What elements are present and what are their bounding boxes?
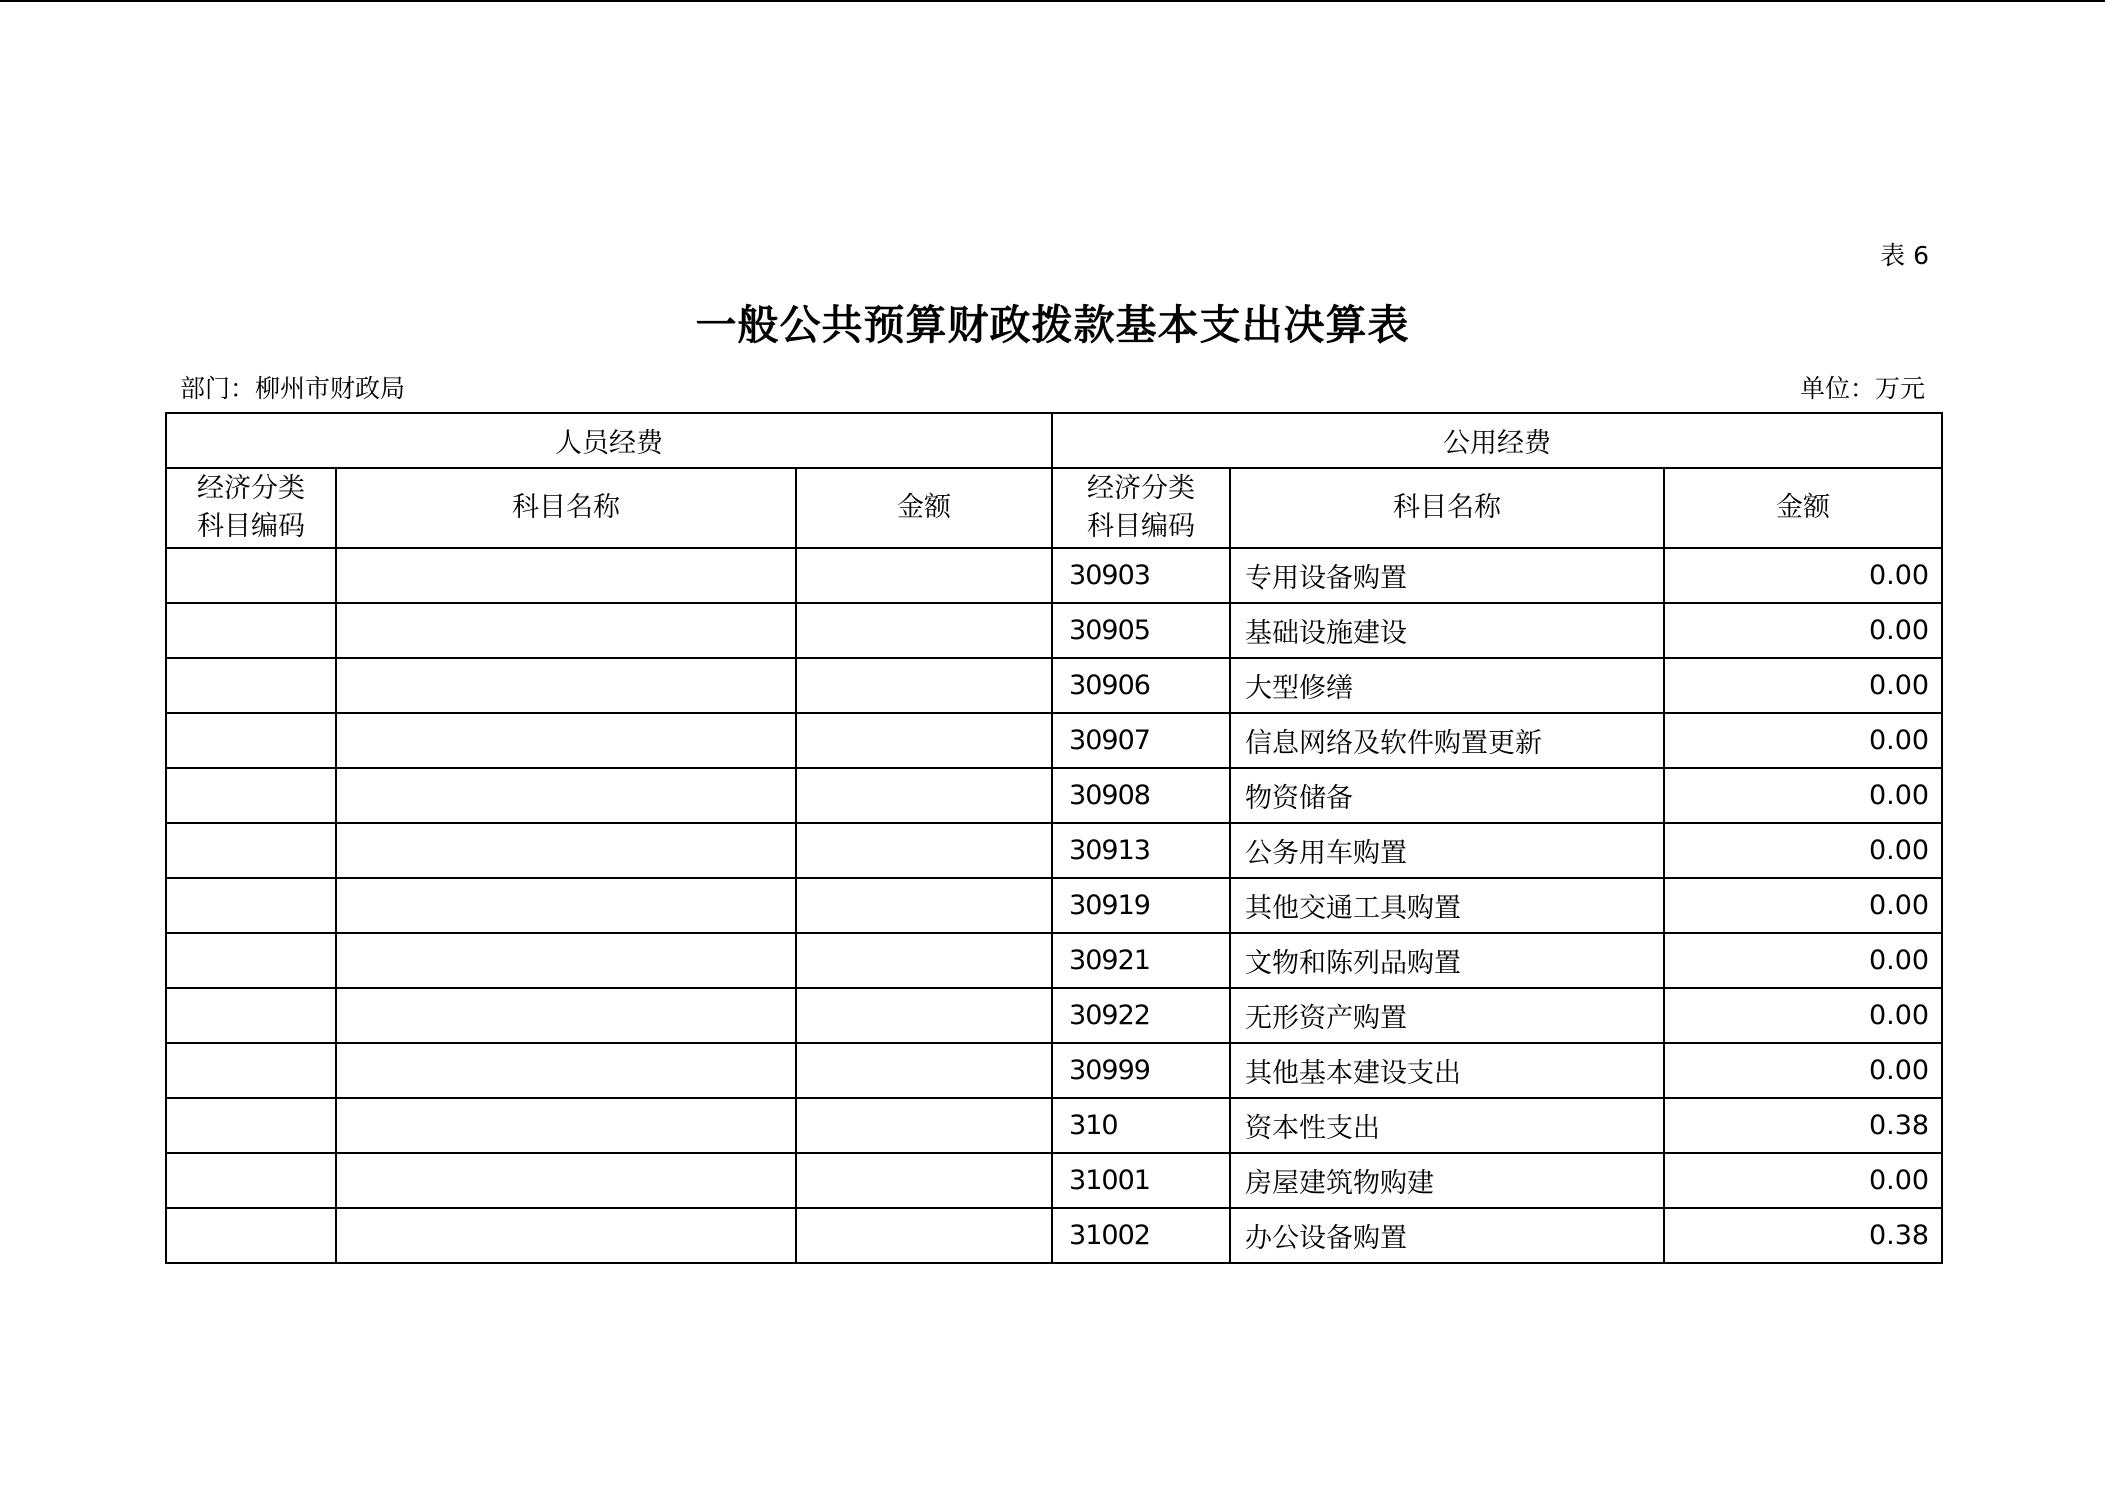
- public-amount-cell: 0.00: [1664, 988, 1942, 1043]
- table-row: [166, 1208, 1942, 1263]
- personnel-name-cell: [336, 1153, 796, 1208]
- personnel-code-cell: [166, 1208, 336, 1263]
- personnel-name-cell: [336, 1208, 796, 1263]
- table-row: [166, 1098, 1942, 1153]
- public-name-cell: 资本性支出: [1230, 1098, 1664, 1153]
- expenditure-table: [165, 412, 1943, 1264]
- personnel-amount-cell: [796, 933, 1052, 988]
- personnel-name-cell: [336, 713, 796, 768]
- public-name-cell: 办公设备购置: [1230, 1208, 1664, 1263]
- public-code-cell: 31001: [1052, 1153, 1230, 1208]
- personnel-amount-cell: [796, 768, 1052, 823]
- personnel-code-cell: [166, 603, 336, 658]
- table-row: [166, 548, 1942, 603]
- personnel-code-cell: [166, 658, 336, 713]
- public-amount-cell: 0.00: [1664, 1043, 1942, 1098]
- personnel-name-cell: [336, 548, 796, 603]
- code-header-line1: 经济分类: [197, 473, 305, 504]
- column-header-personnel-amount: 金额: [796, 468, 1052, 548]
- public-amount-cell: 0.00: [1664, 713, 1942, 768]
- table-row: [166, 823, 1942, 878]
- table-row: [166, 603, 1942, 658]
- public-amount-cell: 0.00: [1664, 658, 1942, 713]
- public-code-cell: 30906: [1052, 658, 1230, 713]
- public-code-cell: 310: [1052, 1098, 1230, 1153]
- top-border-line: [0, 0, 2105, 2]
- public-amount-cell: 0.00: [1664, 823, 1942, 878]
- public-name-cell: 基础设施建设: [1230, 603, 1664, 658]
- personnel-amount-cell: [796, 1043, 1052, 1098]
- code-header-line1: 经济分类: [1087, 473, 1196, 504]
- public-code-cell: 30999: [1052, 1043, 1230, 1098]
- column-header-public-amount: 金额: [1664, 468, 1942, 548]
- table-row: [166, 768, 1942, 823]
- public-name-cell: 物资储备: [1230, 768, 1664, 823]
- public-amount-cell: 0.00: [1664, 878, 1942, 933]
- public-code-cell: 30903: [1052, 548, 1230, 603]
- personnel-amount-cell: [796, 548, 1052, 603]
- unit-label: 单位：万元: [1799, 374, 1925, 403]
- public-name-cell: 大型修缮: [1230, 658, 1664, 713]
- public-amount-cell: 0.00: [1664, 768, 1942, 823]
- public-name-cell: 文物和陈列品购置: [1230, 933, 1664, 988]
- table-row: [166, 658, 1942, 713]
- column-header-personnel-code: [166, 468, 336, 548]
- column-header-public-code: [1052, 468, 1230, 548]
- public-code-cell: 30905: [1052, 603, 1230, 658]
- table-body: [166, 548, 1942, 1263]
- personnel-amount-cell: [796, 658, 1052, 713]
- department-label: 部门：柳州市财政局: [180, 374, 406, 403]
- public-amount-cell: 0.00: [1664, 603, 1942, 658]
- personnel-amount-cell: [796, 1098, 1052, 1153]
- code-header-line2: 科目编码: [1087, 511, 1196, 542]
- personnel-name-cell: [336, 878, 796, 933]
- public-amount-cell: 0.38: [1664, 1208, 1942, 1263]
- public-code-cell: 30908: [1052, 768, 1230, 823]
- public-code-cell: 30907: [1052, 713, 1230, 768]
- code-header-line2: 科目编码: [197, 511, 305, 542]
- public-amount-cell: 0.00: [1664, 548, 1942, 603]
- personnel-name-cell: [336, 1043, 796, 1098]
- personnel-code-cell: [166, 548, 336, 603]
- personnel-amount-cell: [796, 878, 1052, 933]
- public-name-cell: 房屋建筑物购建: [1230, 1153, 1664, 1208]
- personnel-name-cell: [336, 768, 796, 823]
- personnel-name-cell: [336, 603, 796, 658]
- public-name-cell: 其他交通工具购置: [1230, 878, 1664, 933]
- personnel-amount-cell: [796, 713, 1052, 768]
- personnel-code-cell: [166, 988, 336, 1043]
- table-row: [166, 713, 1942, 768]
- table-row: [166, 988, 1942, 1043]
- public-amount-cell: 0.38: [1664, 1098, 1942, 1153]
- public-code-cell: 30921: [1052, 933, 1230, 988]
- page-title: 一般公共预算财政拨款基本支出决算表: [695, 301, 1410, 349]
- personnel-name-cell: [336, 988, 796, 1043]
- personnel-amount-cell: [796, 988, 1052, 1043]
- personnel-name-cell: [336, 1098, 796, 1153]
- table-row: [166, 1043, 1942, 1098]
- public-code-cell: 31002: [1052, 1208, 1230, 1263]
- public-amount-cell: 0.00: [1664, 1153, 1942, 1208]
- table-row: [166, 878, 1942, 933]
- personnel-amount-cell: [796, 1153, 1052, 1208]
- group-header-public: 公用经费: [1052, 413, 1942, 468]
- personnel-amount-cell: [796, 603, 1052, 658]
- personnel-amount-cell: [796, 1208, 1052, 1263]
- personnel-name-cell: [336, 823, 796, 878]
- column-header-personnel-name: 科目名称: [336, 468, 796, 548]
- group-header-personnel: 人员经费: [166, 413, 1052, 468]
- personnel-code-cell: [166, 713, 336, 768]
- public-amount-cell: 0.00: [1664, 933, 1942, 988]
- public-name-cell: 其他基本建设支出: [1230, 1043, 1664, 1098]
- personnel-code-cell: [166, 878, 336, 933]
- public-name-cell: 专用设备购置: [1230, 548, 1664, 603]
- table-row: [166, 933, 1942, 988]
- public-code-cell: 30922: [1052, 988, 1230, 1043]
- personnel-code-cell: [166, 1098, 336, 1153]
- personnel-code-cell: [166, 823, 336, 878]
- personnel-amount-cell: [796, 823, 1052, 878]
- column-header-public-name: 科目名称: [1230, 468, 1664, 548]
- public-code-cell: 30919: [1052, 878, 1230, 933]
- personnel-code-cell: [166, 768, 336, 823]
- personnel-name-cell: [336, 658, 796, 713]
- personnel-name-cell: [336, 933, 796, 988]
- public-name-cell: 信息网络及软件购置更新: [1230, 713, 1664, 768]
- personnel-code-cell: [166, 1153, 336, 1208]
- table-row: [166, 1153, 1942, 1208]
- table-number: 表 6: [1880, 241, 1929, 270]
- public-name-cell: 公务用车购置: [1230, 823, 1664, 878]
- public-name-cell: 无形资产购置: [1230, 988, 1664, 1043]
- personnel-code-cell: [166, 1043, 336, 1098]
- public-code-cell: 30913: [1052, 823, 1230, 878]
- personnel-code-cell: [166, 933, 336, 988]
